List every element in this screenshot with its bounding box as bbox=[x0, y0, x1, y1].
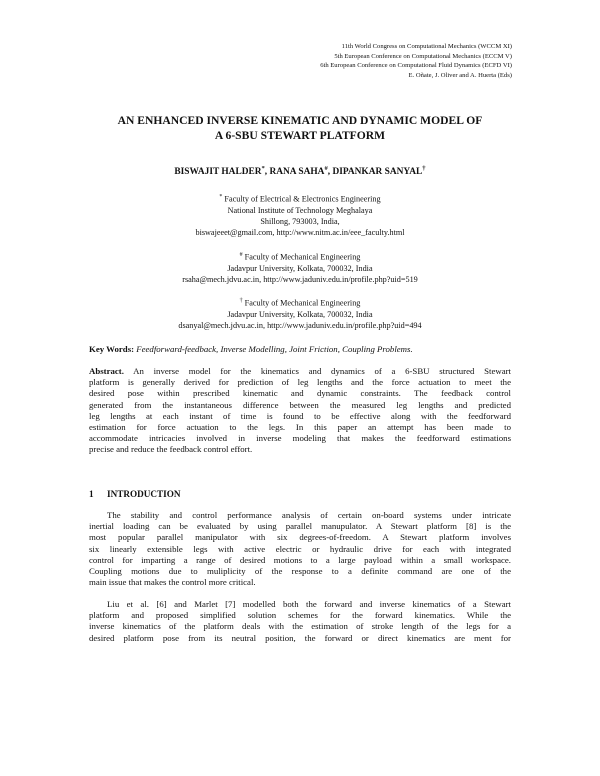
affiliation-line: Shillong, 793003, India, bbox=[260, 217, 340, 227]
author-list bbox=[80, 165, 520, 177]
introduction-paragraph-1 bbox=[89, 510, 511, 588]
conference-line: E. Oñate, J. Oliver and A. Huerta (Eds) bbox=[408, 71, 512, 79]
introduction-paragraph-2 bbox=[89, 599, 511, 644]
affiliation-mechanical-saha bbox=[100, 250, 500, 285]
paragraph-line: main issue that makes the control more critical. bbox=[89, 577, 256, 588]
conference-line: 5th European Conference on Computational Mechanics (ECCM V) bbox=[334, 52, 512, 60]
section-number: 1 bbox=[89, 489, 94, 499]
section-heading-introduction bbox=[89, 489, 181, 499]
abstract-line: platform is generally derived for prediction of leg lengths and the force actuation to meet the bbox=[89, 377, 511, 388]
paragraph-line: inverse kinematics of the platform deals with the estimation of stroke length of the legs for a bbox=[89, 621, 511, 632]
affiliation-mark: # bbox=[239, 252, 243, 258]
abstract-line: leg lengths at each instant of time is found to be effective along with the feedforward bbox=[89, 410, 511, 421]
paragraph-line: inertial loading can be evaluated by using parallel manupulator. A Stewart platform [8] is the bbox=[89, 521, 511, 532]
abstract bbox=[89, 366, 511, 456]
author-name: RANA SAHA bbox=[269, 167, 325, 178]
paragraph-line: most popular parallel manipulator with six degrees-of-freedom. A Stewart platform involves bbox=[89, 532, 511, 543]
paragraph-line: six linearly extensible legs with active electric or hydraulic drive for each with integrated bbox=[89, 543, 511, 554]
title-line: A 6-SBU STEWART PLATFORM bbox=[214, 129, 386, 142]
affiliation-mark: * bbox=[219, 194, 223, 200]
keywords-text: Feedforward-feedback, Inverse Modelling, Joint Friction, Coupling Problems. bbox=[136, 344, 413, 354]
author-mark: # bbox=[324, 165, 328, 172]
affiliation-contact: rsaha@mech.jdvu.ac.in, http://www.jaduniv.edu.in/profile.php?uid=519 bbox=[182, 275, 418, 285]
title-line: AN ENHANCED INVERSE KINEMATIC AND DYNAMIC MODEL OF bbox=[117, 114, 483, 127]
keywords bbox=[89, 344, 511, 354]
paragraph-line: platform and proposed simplified solution schemes for the forward kinematics. While the bbox=[89, 610, 511, 621]
affiliation-line: National Institute of Technology Meghalaya bbox=[227, 205, 373, 215]
affiliation-line: Jadavpur University, Kolkata, 700032, India bbox=[227, 263, 373, 273]
affiliation-line: Jadavpur University, Kolkata, 700032, India bbox=[227, 309, 373, 319]
abstract-label: Abstract. bbox=[89, 366, 124, 376]
author-separator: , bbox=[264, 167, 270, 178]
affiliation-line: Faculty of Electrical & Electronics Engineering bbox=[224, 194, 381, 204]
paragraph-line: Coupling motions due to muliplicity of the response to a definite command are one of the bbox=[89, 566, 511, 577]
abstract-line: desired pose within prescribed kinematic and dynamic constraints. The feedback control bbox=[89, 388, 511, 399]
affiliation-line: Faculty of Mechanical Engineering bbox=[244, 252, 361, 262]
affiliation-contact: biswajeeet@gmail.com, http://www.nitm.ac.in/eee_faculty.html bbox=[195, 228, 405, 238]
keywords-label: Key Words: bbox=[89, 344, 135, 354]
conference-line: 11th World Congress on Computational Mechanics (WCCM XI) bbox=[341, 43, 512, 50]
paragraph-line: Liu et al. [6] and Marlet [7] modelled both the forward and inverse kinematics of a Stewart bbox=[107, 599, 511, 609]
paragraph-line: The stability and control performance analysis of certain on-board systems under intricate bbox=[107, 510, 511, 520]
conference-line: 6th European Conference on Computational Fluid Dynamics (ECFD VI) bbox=[320, 62, 512, 70]
affiliation-mechanical-sanyal bbox=[100, 296, 500, 331]
author-name: BISWAJIT HALDER bbox=[174, 167, 262, 178]
affiliation-mark: † bbox=[239, 298, 243, 304]
paragraph-line: control for imparting a range of desired motions to a large payload within a small workspace. bbox=[89, 554, 511, 565]
paragraph-line: desired platform pose from its neutral position, the forward or direct kinematics are ment for bbox=[89, 632, 511, 643]
author-separator: , bbox=[327, 167, 333, 178]
abstract-line: accommodate intricacies involved in inverse modeling that makes the feedforward estimations bbox=[89, 433, 511, 444]
author-name: DIPANKAR SANYAL bbox=[332, 167, 423, 178]
affiliation-electrical bbox=[100, 192, 500, 239]
abstract-line: An inverse model for the kinematics and dynamics of a 6-SBU structured Stewart bbox=[133, 366, 511, 376]
abstract-line: generated from the instantaneous difference between the measured leg lengths and predicted bbox=[89, 399, 511, 410]
abstract-line: estimation for force actuation to the legs. In this paper an attempt has been made to bbox=[89, 422, 511, 433]
conference-header bbox=[320, 42, 512, 80]
section-title: INTRODUCTION bbox=[107, 489, 181, 499]
author-mark: * bbox=[261, 165, 265, 172]
affiliation-line: Faculty of Mechanical Engineering bbox=[244, 298, 361, 308]
paper-title bbox=[80, 113, 520, 143]
affiliation-contact: dsanyal@mech.jdvu.ac.in, http://www.jaduniv.edu.in/profile.php?uid=494 bbox=[178, 321, 422, 331]
abstract-line: precise and reduce the feedback control effort. bbox=[89, 444, 253, 455]
author-mark: † bbox=[422, 165, 426, 172]
